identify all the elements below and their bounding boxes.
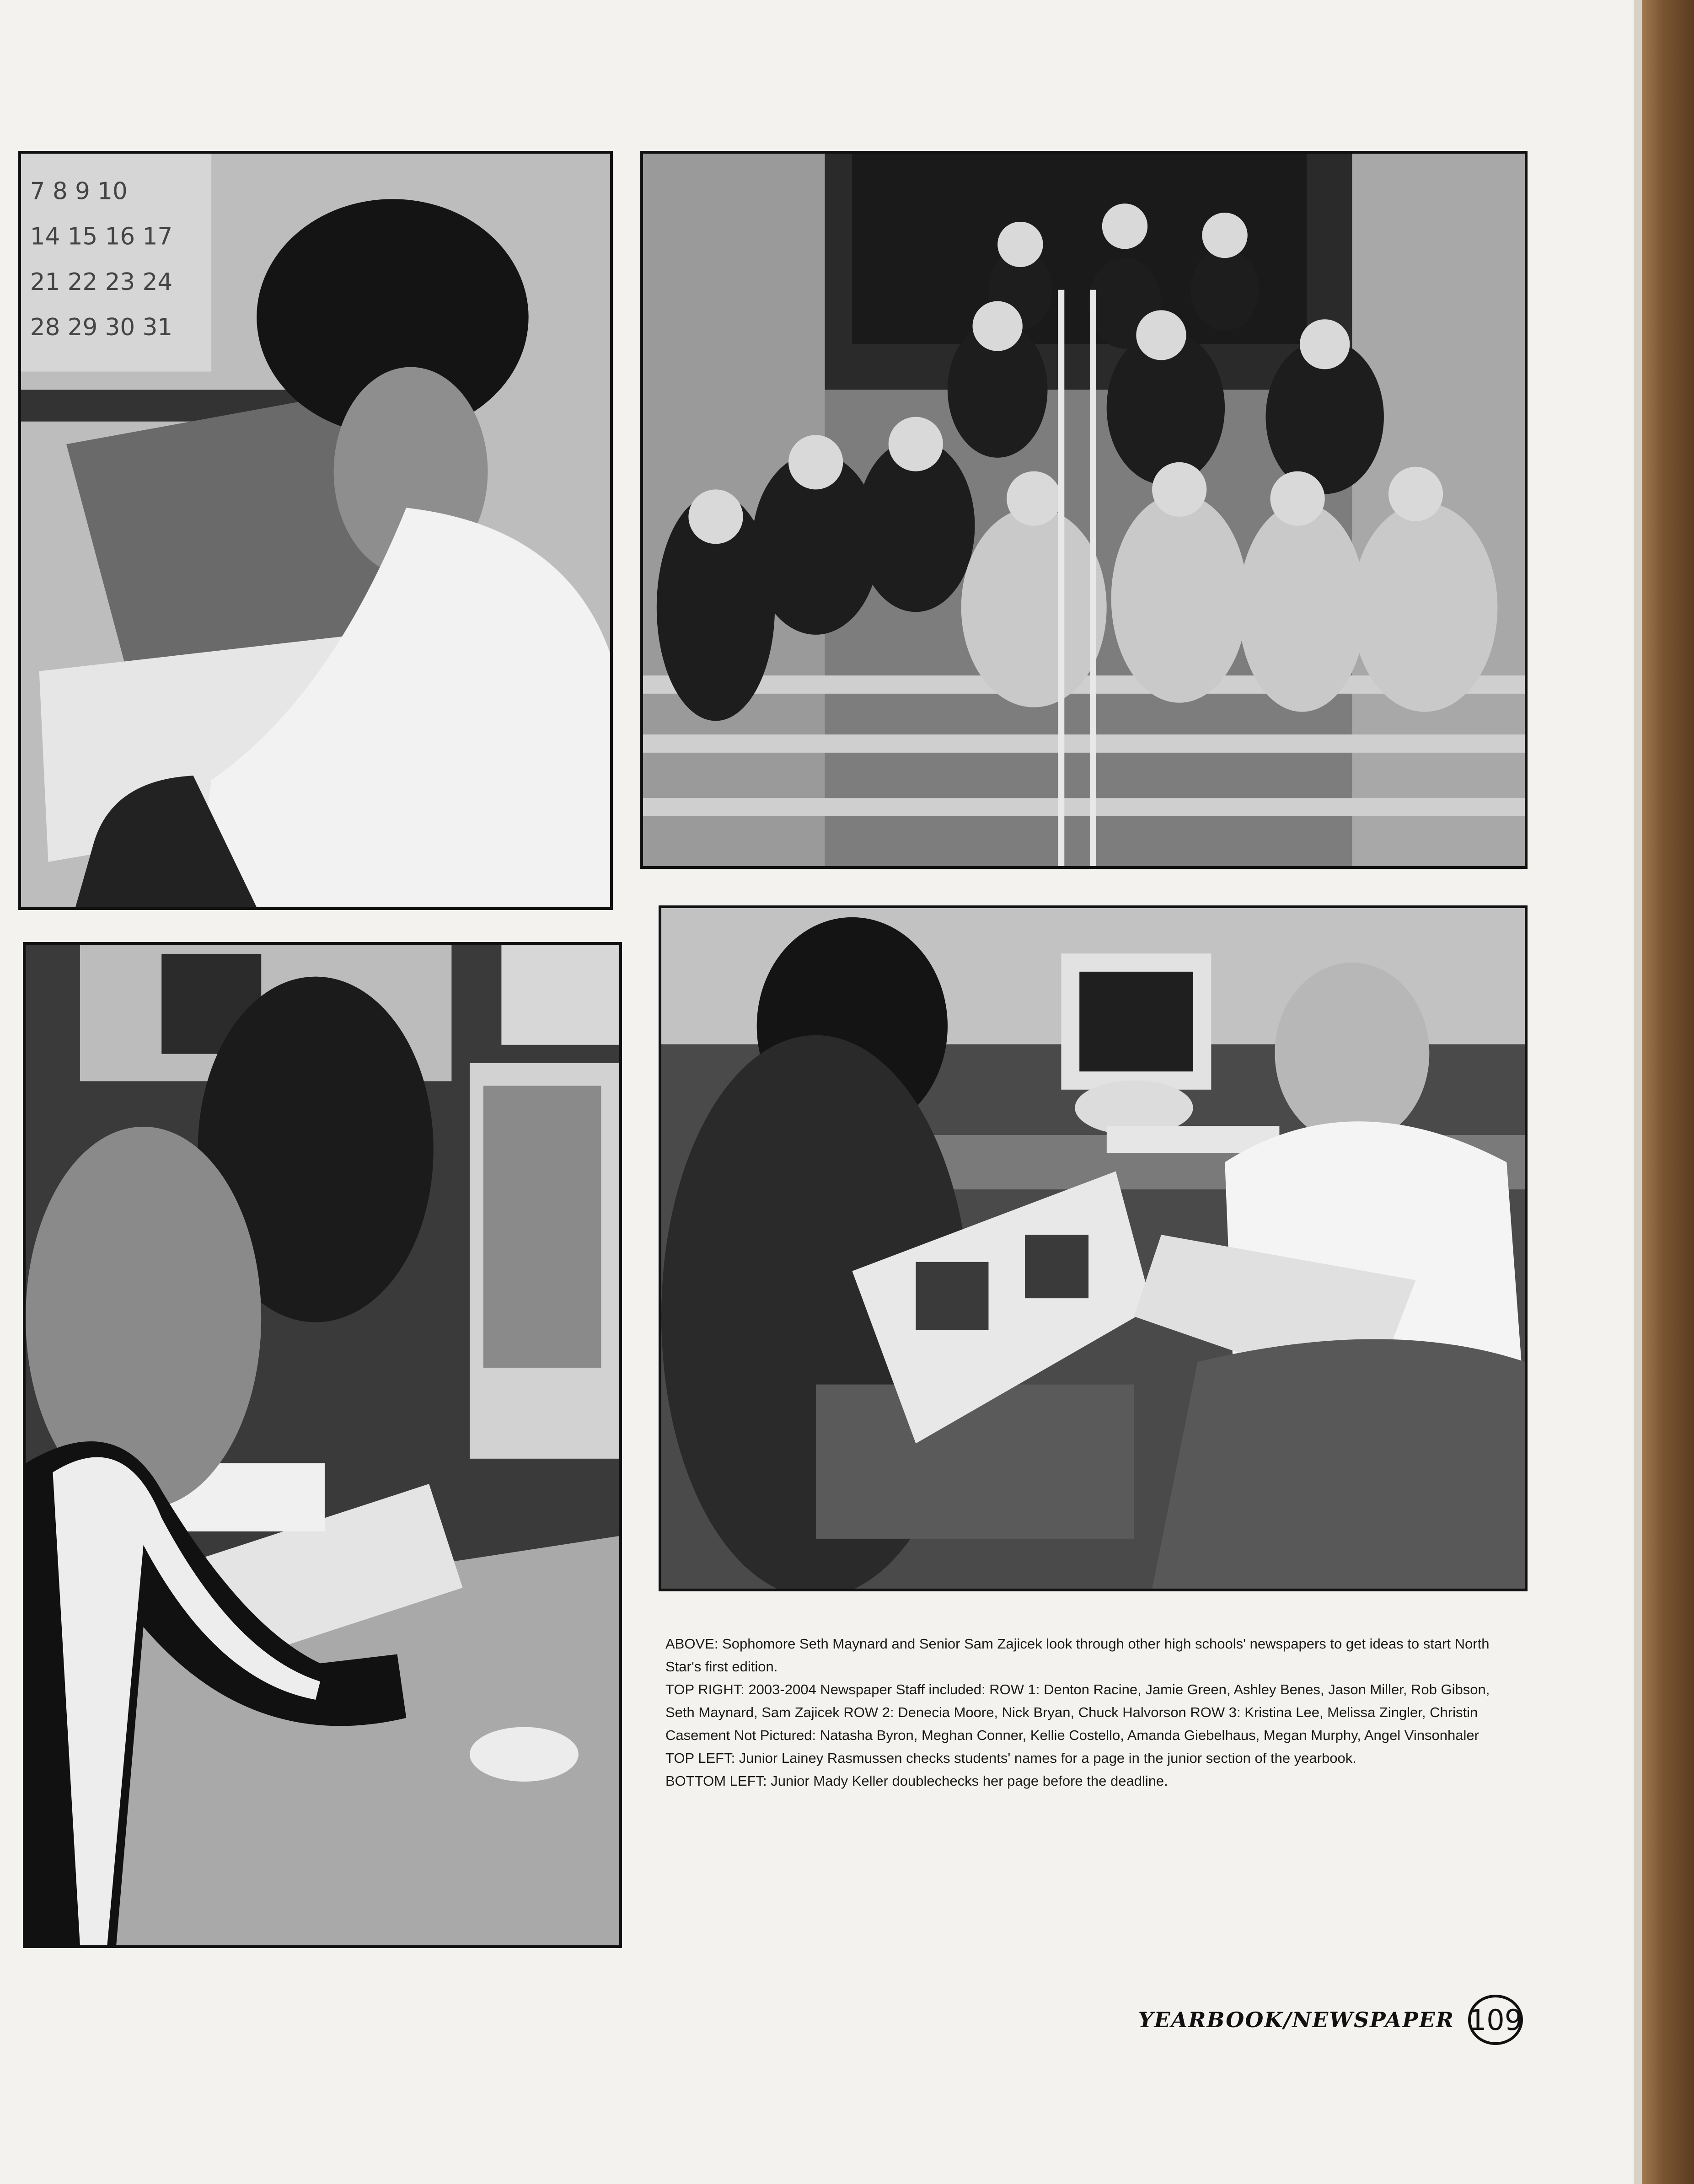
page-footer [1138, 1989, 1537, 2053]
svg-text:7 8 9 10: 7 8 9 10 [30, 177, 128, 205]
svg-text:14 15 16 17: 14 15 16 17 [30, 223, 173, 251]
svg-text:21 22 23 24: 21 22 23 24 [30, 268, 173, 296]
photo-top-right [640, 151, 1528, 869]
photo-captions [665, 1633, 1516, 1793]
photo-students-reading-newspapers-icon [661, 908, 1525, 1589]
photo-bottom-left [23, 942, 622, 1948]
photo-top-left [18, 151, 613, 910]
page-number: 109 [1468, 1995, 1523, 2045]
book-binding-edge [1642, 0, 1694, 2184]
caption-bottom-left: BOTTOM LEFT: Junior Mady Keller doublechecks her page before the deadline. [665, 1773, 1168, 1789]
caption-top-left: TOP LEFT: Junior Lainey Rasmussen checks students' names for a page in the junior section of the yearbook. [665, 1750, 1356, 1766]
caption-top-right: TOP RIGHT: 2003-2004 Newspaper Staff included: ROW 1: Denton Racine, Jamie Green, Ashley Benes, Jason Miller, Rob Gibson, Seth Maynard, Sam Zajicek ROW 2: Denecia Moore, Nick Bryan, Chuck Halvorson ROW 3: Kristina Lee, Melissa Zingler, Christin Casement Not Pictured: Natasha Byron, Meghan Conner, Kellie Costello, Amanda Giebelhaus, Megan Murphy, Angel Vinsonhaler [665, 1681, 1490, 1743]
photo-bottom-right [659, 905, 1528, 1591]
section-label: YEARBOOK/NEWSPAPER [1138, 2007, 1454, 2032]
svg-text:28 29 30 31: 28 29 30 31 [30, 314, 173, 342]
photo-junior-checking-names-icon [21, 154, 610, 907]
photo-student-at-computer-icon [26, 945, 619, 1945]
photo-staff-group-on-stairs-icon [643, 154, 1525, 866]
caption-above: ABOVE: Sophomore Seth Maynard and Senior Sam Zajicek look through other high schools' newspapers to get ideas to start North Star's first edition. [665, 1636, 1490, 1675]
